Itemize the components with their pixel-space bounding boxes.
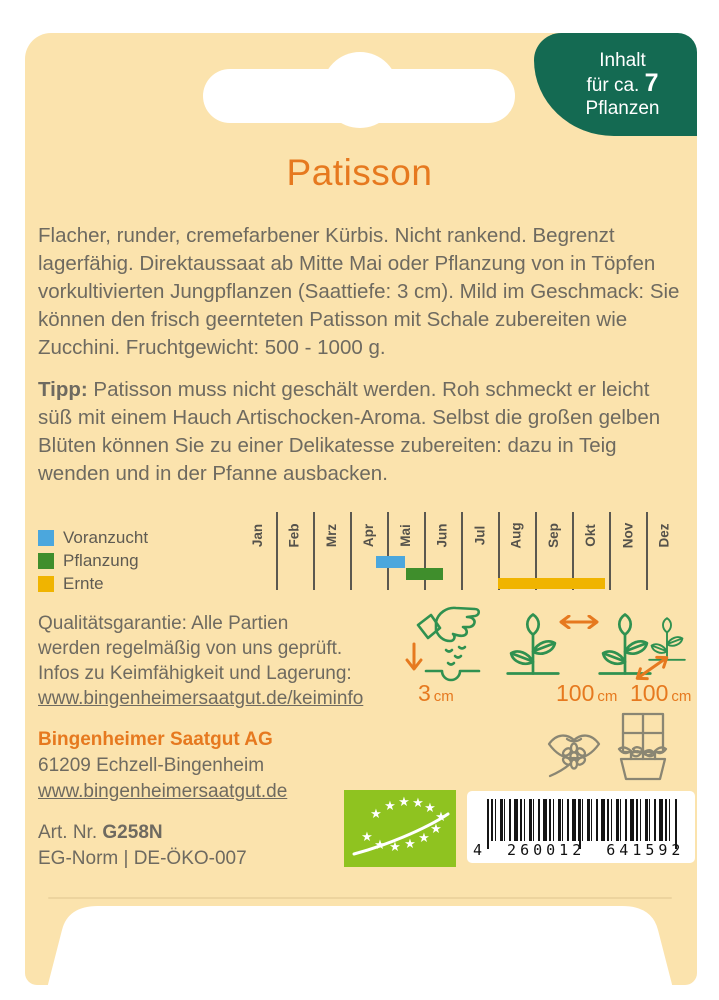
month-label-okt: Okt — [582, 523, 598, 547]
ernte-swatch — [38, 576, 54, 592]
svg-text:★: ★ — [424, 801, 436, 816]
mouth-flower-icon — [545, 722, 603, 780]
voranzucht-swatch — [38, 530, 54, 546]
month-label-aug: Aug — [509, 521, 524, 549]
badge-line3: Pflanzen — [585, 98, 660, 119]
tip-label: Tipp: — [38, 378, 88, 401]
svg-text:★: ★ — [435, 810, 447, 825]
pflanzung-swatch — [38, 553, 54, 569]
hand-sowing-seeds-icon — [401, 600, 487, 686]
description-paragraph: Flacher, runder, cremefarbener Kürbis. Nicht rankend. Begrenzt lagerfähig. Direktaussaat ab Mitte Mai oder Pflanzung von in Töpfen vorkultivierten Jungpflanzen (Saattiefe: 3 cm). Mild im Geschmack: Sie können den frisch geernteten Patisson mit Schale zubereiten wie Zucchini. Fruchtgewicht: 500 - 1000 g. — [38, 224, 680, 359]
svg-text:★: ★ — [412, 796, 424, 811]
svg-text:★: ★ — [404, 837, 416, 852]
tip-paragraph — [38, 376, 688, 488]
article-number-line: Art. Nr. G258N — [38, 822, 163, 843]
barcode-bars — [491, 799, 673, 841]
svg-text:★: ★ — [370, 807, 382, 822]
svg-text:★: ★ — [430, 822, 442, 837]
svg-text:★: ★ — [418, 831, 430, 846]
month-label-mai: Mai — [397, 523, 413, 547]
tip-text: Patisson muss nicht geschält werden. Roh schmeckt er leicht süß mit einem Hauch Artischocken-Aroma. Selbst die großen gelben Blüten können Sie zu einer Delikatesse zubereiten: dazu in Teig wenden und in der Pfanne ausbacken. — [38, 378, 661, 485]
window-planter-icon — [610, 712, 674, 786]
row-spacing-arrow-icon — [630, 654, 674, 682]
packet-fold-edge — [48, 897, 672, 899]
month-label-apr: Apr — [361, 523, 376, 547]
ean-barcode — [467, 791, 695, 863]
svg-text:★: ★ — [374, 838, 386, 853]
keiminfo-link[interactable]: www.bingenheimersaatgut.de/keiminfo — [38, 688, 364, 709]
svg-text:★: ★ — [361, 830, 373, 845]
variety-title: Patisson — [286, 152, 433, 193]
sowing-calendar — [239, 512, 683, 590]
plant-icon-left — [506, 611, 560, 677]
plant-count: 7 — [644, 69, 659, 97]
barcode-digits: 4 260012 641592 — [473, 841, 685, 859]
plant-spacing-arrow-icon — [556, 615, 602, 629]
month-label-sep: Sep — [545, 522, 561, 548]
sowing-depth-label: 3 cm — [418, 680, 454, 706]
badge-line2: für ca. 7 — [586, 69, 659, 97]
month-label-nov: Nov — [619, 522, 635, 548]
pflanzung-bar — [406, 568, 443, 580]
month-label-feb: Feb — [286, 522, 302, 548]
ernte-bar — [498, 578, 605, 589]
eco-norm-line: EG-Norm | DE-ÖKO-007 — [38, 848, 247, 869]
month-label-jun: Jun — [434, 522, 450, 548]
badge-line1: Inhalt — [599, 50, 646, 71]
article-block — [38, 820, 247, 872]
legend-item-ernte: Ernte — [38, 573, 148, 595]
company-name: Bingenheimer Saatgut AG — [38, 729, 273, 750]
bottom-flap-cutout — [44, 906, 676, 1000]
plant-spacing-label: 100 cm — [556, 680, 618, 706]
month-label-mrz: Mrz — [324, 523, 339, 547]
hang-hole — [203, 69, 515, 123]
calendar-legend — [38, 527, 148, 596]
month-label-jul: Jul — [471, 525, 487, 545]
article-number: G258N — [102, 822, 163, 843]
svg-text:★: ★ — [398, 795, 410, 810]
quality-guarantee: Qualitätsgarantie: Alle Partien werden regelmäßig von uns geprüft. Infos zu Keimfähigkeit und Lagerung: www.bingenheimersaatgut.de/keiminfo — [38, 613, 364, 709]
producer-address — [38, 727, 287, 805]
company-website-link[interactable]: www.bingenheimersaatgut.de — [38, 781, 288, 802]
legend-item-pflanzung: Pflanzung — [38, 550, 148, 572]
svg-text:★: ★ — [389, 840, 401, 855]
svg-text:★: ★ — [384, 799, 396, 814]
company-city: 61209 Echzell-Bingenheim — [38, 755, 265, 776]
legend-item-voranzucht: Voranzucht — [38, 527, 148, 549]
voranzucht-bar — [376, 556, 406, 568]
month-label-dez: Dez — [656, 522, 672, 548]
row-spacing-label: 100 cm — [630, 680, 692, 706]
eu-organic-leaf-logo — [344, 790, 456, 867]
month-label-jan: Jan — [249, 523, 265, 547]
